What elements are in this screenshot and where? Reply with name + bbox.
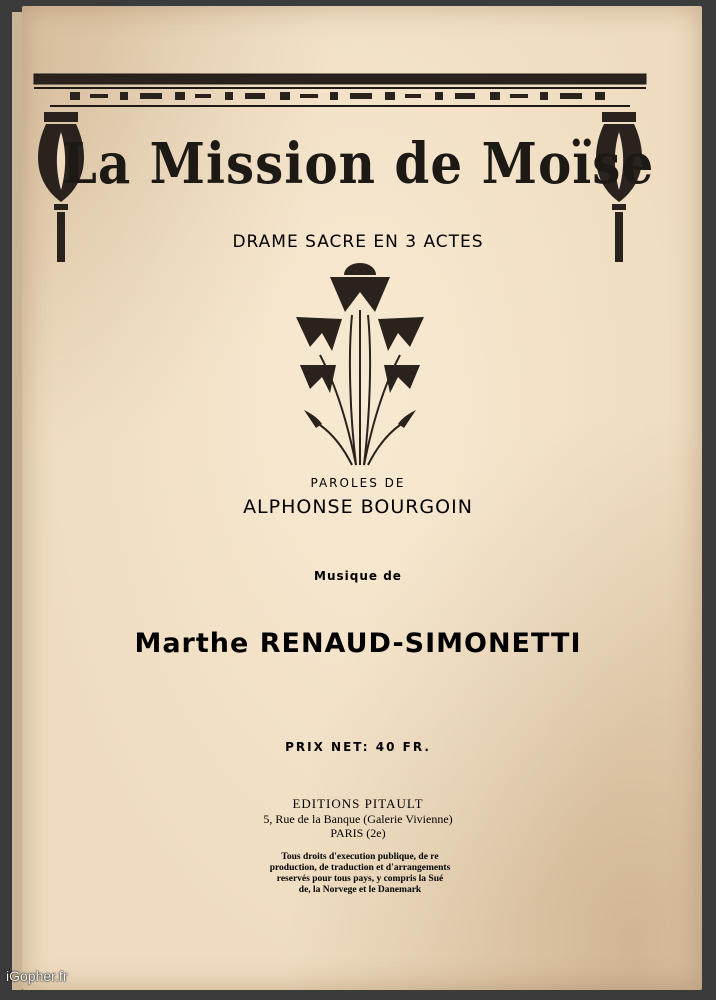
publisher-address-line1: 5, Rue de la Banque (Galerie Vivienne) [263,812,453,826]
lyrics-label: PAROLES DE [310,476,406,490]
lyricist-name: ALPHONSE BOURGOIN [243,496,473,518]
rights-notice-line: production, de traduction et d'arrangements [269,863,451,873]
rights-notice [240,852,480,896]
watermark: iGopher.fr [6,968,68,984]
rights-notice-line: Tous droits d'execution publique, de re [281,852,439,862]
music-label: Musique de [314,569,402,583]
lotus-illustration-icon [290,255,430,470]
rights-notice-line: reservés pour tous pays, y compris la Sué [276,874,444,884]
price-label: PRIX NET: 40 FR. [285,740,431,754]
rights-notice-line: de, la Norvege et le Danemark [298,885,422,895]
publisher-name: EDITIONS PITAULT [292,796,424,811]
cover-title: La Mission de Moïse [61,130,655,197]
composer-name: Marthe RENAUD-SIMONETTI [134,628,582,659]
cover-subtitle: DRAME SACRE EN 3 ACTES [232,232,484,252]
publisher-address-line2: PARIS (2e) [330,826,386,840]
